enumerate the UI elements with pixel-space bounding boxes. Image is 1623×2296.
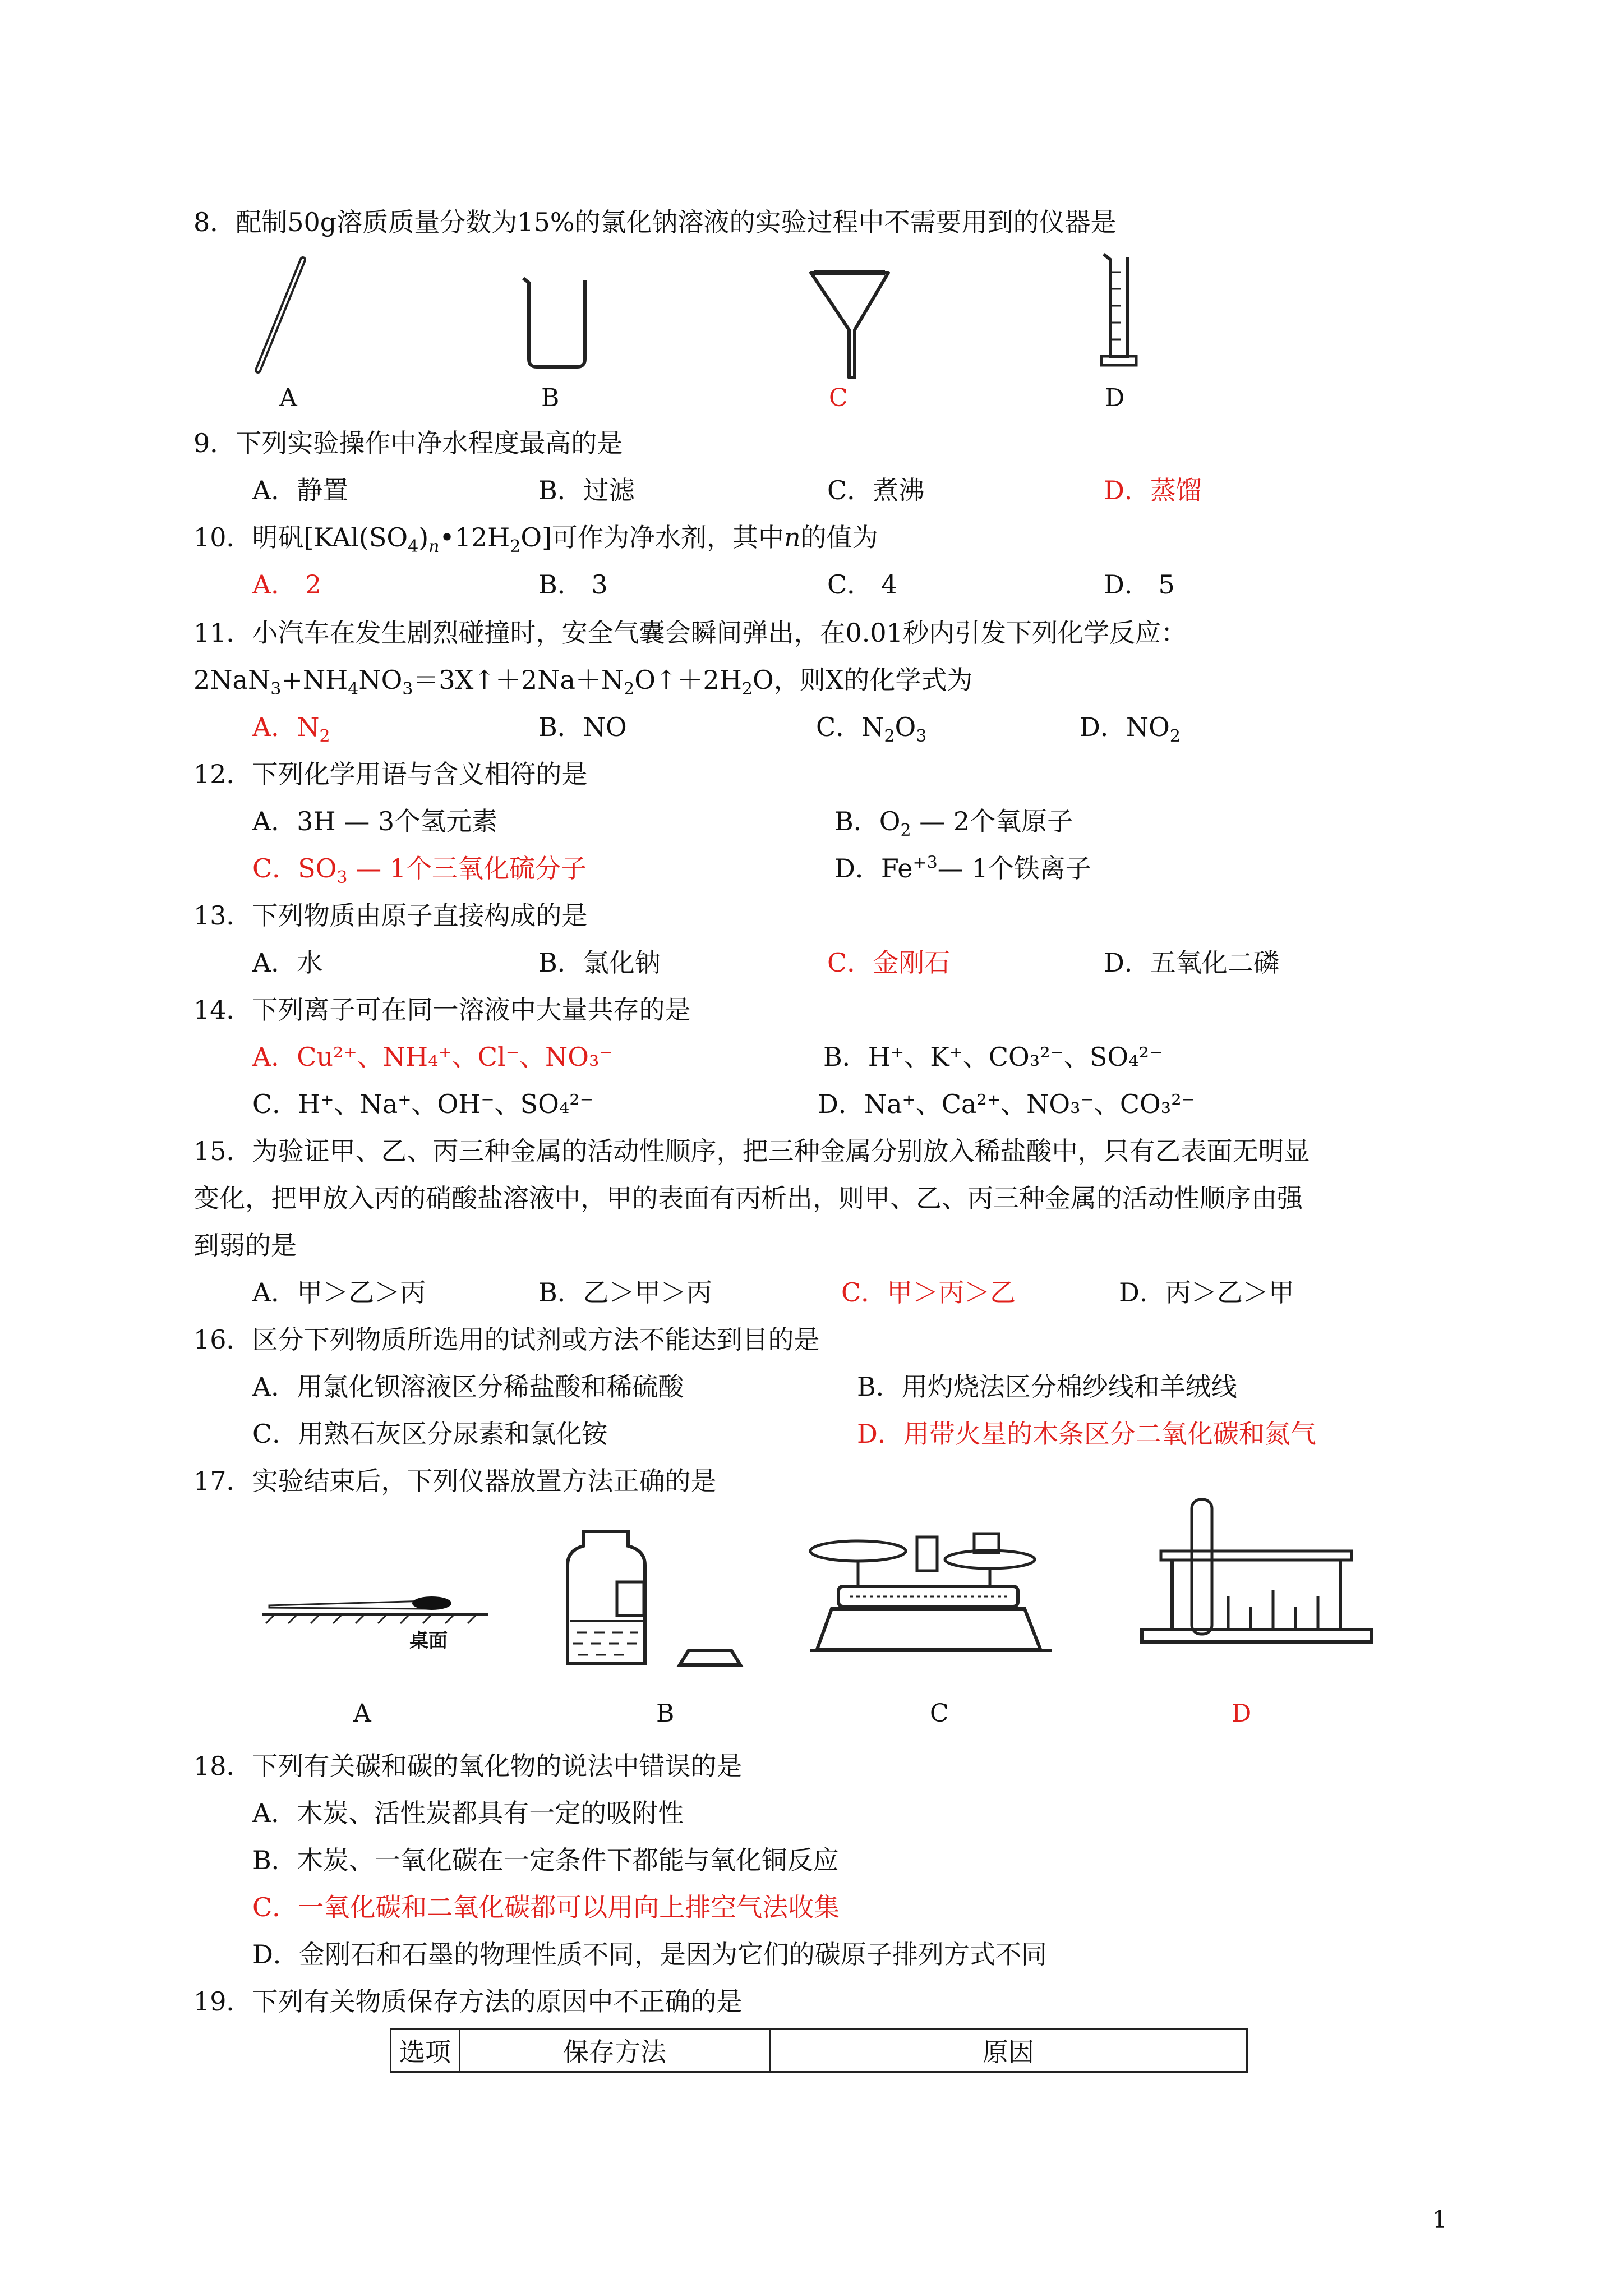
q11-option-d: D．$NO_2$ <box>1080 712 1181 747</box>
q14-stem: 14．下列离子可在同一溶液中大量共存的是 <box>193 995 691 1025</box>
q8-stem: 8．配制50g溶质质量分数为15%的氯化钠溶液的实验过程中不需要用到的仪器是 <box>193 207 1117 237</box>
q16-option-c: C．用熟石灰区分尿素和氯化铵 <box>252 1419 608 1449</box>
q8-label-a: A <box>279 384 297 412</box>
q11-equation: $2NaN_3+NH_4NO_3=3X↑+2Na+N_2O↑+2H_2O$，则X的化学式为 <box>193 665 973 700</box>
q18-option-c: C．一氧化碳和二氧化碳都可以用向上排空气法收集 <box>252 1892 840 1922</box>
q17-label-a: A <box>353 1699 371 1728</box>
q18-stem: 18．下列有关碳和碳的氧化物的说法中错误的是 <box>193 1751 743 1781</box>
test-tube-rack-icon <box>1138 1495 1374 1652</box>
glass-rod-icon <box>247 255 314 376</box>
q10-option-b: B． 3 <box>538 569 608 600</box>
q13-option-b: B．氯化钠 <box>538 947 661 978</box>
table-header-method: 保存方法 <box>460 2029 770 2072</box>
beaker-icon <box>519 275 594 370</box>
page-number: 1 <box>1432 2206 1447 2233</box>
q17-label-b: B <box>656 1699 675 1728</box>
q10-option-c: C． 4 <box>827 569 898 600</box>
q12-option-a: A．3H — 3个氢元素 <box>252 806 498 836</box>
q14-option-b: B．H⁺、K⁺、CO₃²⁻、SO₄²⁻ <box>823 1042 1163 1072</box>
table-header-option: 选项 <box>391 2029 460 2072</box>
q17-label-d: D <box>1232 1699 1252 1728</box>
q9-option-a: A．静置 <box>252 475 349 505</box>
q10-stem: 10．明矾$[KAl(SO_4)_n•12H_2O]$可作为净水剂，其中n的值为 <box>193 522 878 557</box>
q15-option-c: C．甲＞丙＞乙 <box>841 1277 1016 1308</box>
q8-label-c: C <box>829 384 848 412</box>
q17-label-c: C <box>930 1699 949 1728</box>
q12-option-d: D．$Fe^{+3}—$ 1个铁离子 <box>834 853 1091 884</box>
q13-option-a: A．水 <box>252 947 323 978</box>
q15-stem-line1: 15．为验证甲、乙、丙三种金属的活动性顺序，把三种金属分别放入稀盐酸中，只有乙表面无明显 <box>193 1136 1310 1166</box>
funnel-icon <box>808 268 892 380</box>
q18-option-d: D．金刚石和石墨的物理性质不同，是因为它们的碳原子排列方式不同 <box>252 1939 1047 1970</box>
q12-option-c: C．$SO_3$ — 1个三氧化硫分子 <box>252 853 587 888</box>
dropper-on-desk-icon <box>258 1582 494 1644</box>
table-header-reason: 原因 <box>770 2029 1247 2072</box>
desk-label: 桌面 <box>409 1630 448 1652</box>
q14-option-a: A．Cu²⁺、NH₄⁺、Cl⁻、NO₃⁻ <box>252 1042 613 1072</box>
q15-option-b: B．乙＞甲＞丙 <box>538 1277 712 1308</box>
graduated-cylinder-icon <box>1099 250 1138 376</box>
q18-option-b: B．木炭、一氧化碳在一定条件下都能与氧化铜反应 <box>252 1845 839 1875</box>
q15-stem-line3: 到弱的是 <box>193 1230 297 1260</box>
balance-icon <box>805 1526 1068 1660</box>
q10-option-d: D． 5 <box>1104 569 1175 600</box>
q13-option-c: C．金刚石 <box>827 947 951 978</box>
q11-option-a: A．$N_2$ <box>252 712 330 747</box>
q11-option-c: C．$N_2O_3$ <box>816 712 927 747</box>
q18-option-a: A．木炭、活性炭都具有一定的吸附性 <box>252 1798 684 1828</box>
q15-stem-line2: 变化，把甲放入丙的硝酸盐溶液中，甲的表面有丙析出，则甲、乙、丙三种金属的活动性顺序由强 <box>193 1183 1303 1213</box>
q19-stem: 19．下列有关物质保存方法的原因中不正确的是 <box>193 1986 743 2017</box>
q16-option-d: D．用带火星的木条区分二氧化碳和氮气 <box>857 1419 1316 1449</box>
q9-option-d: D．蒸馏 <box>1104 475 1202 505</box>
table-row <box>391 2029 1247 2072</box>
q9-stem: 9．下列实验操作中净水程度最高的是 <box>193 428 623 458</box>
q8-label-d: D <box>1105 384 1125 412</box>
reagent-bottle-icon <box>561 1526 751 1672</box>
q11-option-b: B．NO <box>538 712 627 742</box>
q9-option-b: B．过滤 <box>538 475 635 505</box>
q16-option-a: A．用氯化钡溶液区分稀盐酸和稀硫酸 <box>252 1372 684 1402</box>
q14-option-c: C．H⁺、Na⁺、OH⁻、SO₄²⁻ <box>252 1089 594 1119</box>
q12-stem: 12．下列化学用语与含义相符的是 <box>193 759 588 789</box>
q16-stem: 16．区分下列物质所选用的试剂或方法不能达到目的是 <box>193 1324 820 1355</box>
q13-option-d: D．五氧化二磷 <box>1104 947 1279 978</box>
q14-option-d: D．Na⁺、Ca²⁺、NO₃⁻、CO₃²⁻ <box>818 1089 1195 1119</box>
q17-stem: 17．实验结束后，下列仪器放置方法正确的是 <box>193 1466 717 1496</box>
q12-option-b: B．$O_2$ — 2个氧原子 <box>834 806 1073 841</box>
q15-option-d: D．丙＞乙＞甲 <box>1119 1277 1294 1308</box>
q9-option-c: C．煮沸 <box>827 475 925 505</box>
q13-stem: 13．下列物质由原子直接构成的是 <box>193 900 588 931</box>
q11-stem: 11．小汽车在发生剧烈碰撞时，安全气囊会瞬间弹出，在0.01秒内引发下列化学反应： <box>193 618 1187 648</box>
q19-table <box>390 2028 1248 2073</box>
q10-option-a: A． 2 <box>252 569 322 600</box>
q16-option-b: B．用灼烧法区分棉纱线和羊绒线 <box>857 1372 1237 1402</box>
q15-option-a: A．甲＞乙＞丙 <box>252 1277 426 1308</box>
q8-label-b: B <box>541 384 560 412</box>
